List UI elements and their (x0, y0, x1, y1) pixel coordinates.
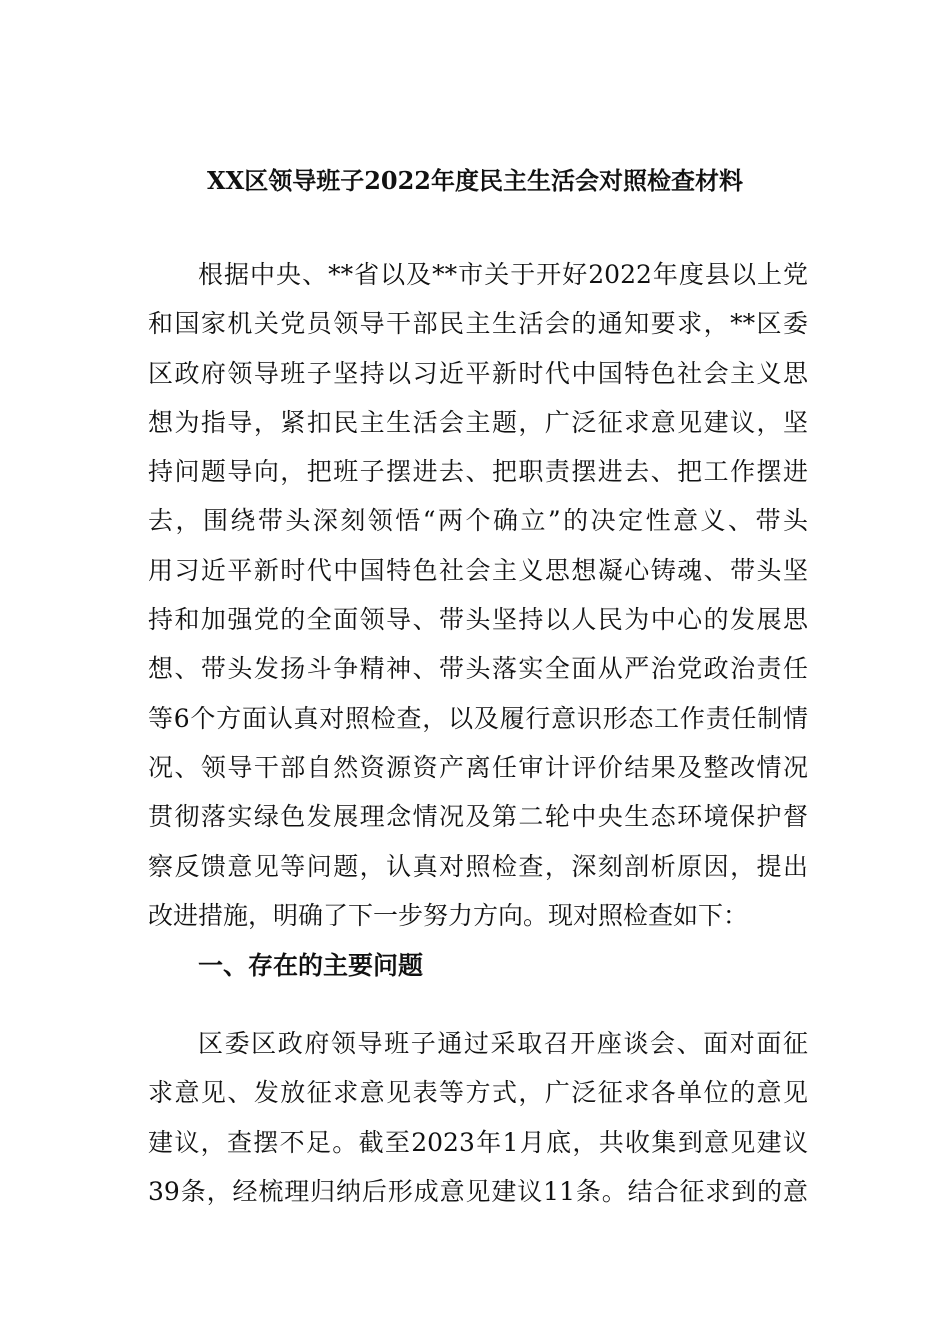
paragraph-line: 区政府领导班子坚持以习近平新时代中国特色社会主义思 (148, 358, 808, 388)
paragraph-line: 39条，经梳理归纳后形成意见建议11条。结合征求到的意 (148, 1176, 808, 1206)
paragraph-line: 和国家机关党员领导干部民主生活会的通知要求，**区委 (148, 309, 808, 339)
intro-paragraph (148, 250, 808, 940)
paragraph-line: 等6个方面认真对照检查，以及履行意识形态工作责任制情 (148, 703, 808, 733)
paragraph-line: 想、带头发扬斗争精神、带头落实全面从严治党政治责任 (148, 654, 808, 684)
paragraph-line: 区委区政府领导班子通过采取召开座谈会、面对面征 (198, 1029, 808, 1058)
paragraph-line: 建议，查摆不足。截至2023年1月底，共收集到意见建议 (148, 1127, 808, 1157)
paragraph-line: 贯彻落实绿色发展理念情况及第二轮中央生态环境保护督 (148, 802, 808, 832)
paragraph-line: 用习近平新时代中国特色社会主义思想凝心铸魂、带头坚 (148, 555, 808, 585)
paragraph-line: 去，围绕带头深刻领悟“两个确立”的决定性意义、带头 (148, 506, 808, 536)
paragraph-line: 持问题导向，把班子摆进去、把职责摆进去、把工作摆进 (148, 457, 808, 487)
section-heading: 一、存在的主要问题 (198, 951, 424, 980)
section-paragraph (148, 1019, 808, 1216)
paragraph-line: 想为指导，紧扣民主生活会主题，广泛征求意见建议，坚 (148, 407, 808, 437)
document-title: XX区领导班子2022年度民主生活会对照检查材料 (206, 166, 744, 195)
paragraph-line: 察反馈意见等问题，认真对照检查，深刻剖析原因，提出 (148, 851, 808, 881)
paragraph-line: 根据中央、**省以及**市关于开好2022年度县以上党 (198, 260, 808, 289)
paragraph-line: 求意见、发放征求意见表等方式，广泛征求各单位的意见 (148, 1078, 808, 1108)
paragraph-line: 持和加强党的全面领导、带头坚持以人民为中心的发展思 (148, 605, 808, 635)
paragraph-line: 况、领导干部自然资源资产离任审计评价结果及整改情况 (148, 752, 808, 782)
paragraph-line: 改进措施，明确了下一步努力方向。现对照检查如下： (148, 900, 749, 930)
